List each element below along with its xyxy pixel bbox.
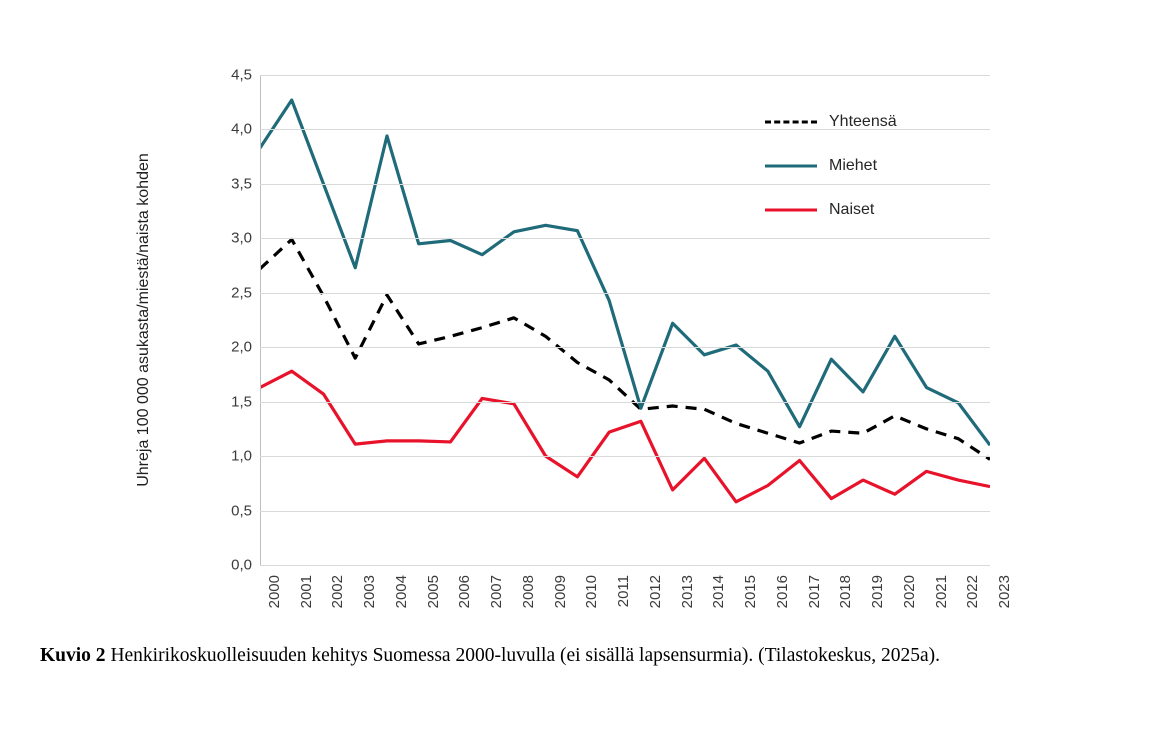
x-axis-tick-label: 2013: [678, 575, 696, 609]
legend-item-naiset: [765, 188, 980, 232]
gridline: [260, 293, 990, 294]
y-axis-tick-label: 2,5: [231, 284, 252, 302]
x-axis-tick-label: 2022: [964, 575, 982, 609]
y-axis-tick-label: 1,5: [231, 393, 252, 411]
legend-swatch-yhteensa: [765, 115, 817, 129]
y-axis-tick-label: 4,0: [231, 120, 252, 138]
figure-caption: [40, 640, 1135, 672]
x-axis-tick-label: 2000: [266, 575, 283, 609]
x-axis-tick-label: 2019: [869, 575, 887, 609]
y-axis-tick-label: 0,0: [231, 556, 252, 574]
y-axis-title: [132, 75, 156, 565]
x-axis-tick-label: 2002: [329, 575, 347, 609]
legend-swatch-miehet: [765, 159, 817, 173]
x-axis-tick-label: 2009: [551, 575, 569, 609]
gridline: [260, 456, 990, 457]
gridline: [260, 511, 990, 512]
x-axis-tick-label: 2005: [424, 575, 442, 609]
x-axis-tick-label: 2021: [932, 575, 950, 609]
gridline: [260, 75, 990, 76]
gridline: [260, 238, 990, 239]
x-axis-tick-label: 2003: [361, 575, 379, 609]
y-axis-tick-label: 1,0: [231, 447, 252, 465]
x-axis-tick-label: 2015: [742, 575, 760, 609]
gridline: [260, 402, 990, 403]
figure-caption-text: Henkirikoskuolleisuuden kehitys Suomessa 2000-luvulla (ei sisällä lapsensurmia). (Tilastokeskus, 2025a).: [105, 645, 940, 666]
y-axis-title-text: Uhreja 100 000 asukasta/miestä/naista kohden: [135, 153, 153, 487]
gridline: [260, 565, 990, 566]
y-axis-tick-label: 2,0: [231, 338, 252, 356]
x-axis-tick-label: 2020: [900, 575, 918, 609]
x-axis-tick-label: 2007: [488, 575, 506, 609]
x-axis-tick-label: 2011: [615, 575, 633, 608]
legend-item-yhteensa: [765, 100, 980, 144]
x-axis-tick-label: 2001: [297, 575, 315, 609]
y-axis-line: [260, 75, 261, 565]
chart: [120, 30, 1040, 610]
legend-swatch-naiset: [765, 203, 817, 217]
legend-label-naiset: Naiset: [829, 201, 875, 218]
x-axis-tick-label: 2014: [710, 575, 728, 609]
x-axis-tick-label: 2018: [837, 575, 855, 609]
x-axis-tick-label: 2010: [583, 575, 601, 609]
y-axis-tick-label: 3,5: [231, 175, 252, 193]
x-axis-tick-label: 2012: [646, 575, 664, 609]
y-axis-tick-label: 0,5: [231, 502, 252, 520]
legend-label-miehet: Miehet: [829, 157, 878, 174]
x-axis-tick-label: 2006: [456, 575, 474, 609]
y-axis-tick-label: 4,5: [231, 66, 252, 84]
legend-item-miehet: [765, 144, 980, 188]
x-axis-tick-label: 2023: [996, 575, 1013, 609]
y-axis-tick-label: 3,0: [231, 229, 252, 247]
legend-label-yhteensa: Yhteensä: [829, 113, 897, 130]
gridline: [260, 347, 990, 348]
legend: [765, 100, 980, 232]
x-axis-tick-label: 2004: [392, 575, 410, 609]
figure-caption-label: Kuvio 2: [40, 645, 106, 666]
x-axis-tick-label: 2008: [519, 575, 537, 609]
x-axis-tick-label: 2017: [805, 575, 823, 609]
series-line-naiset: [260, 371, 990, 502]
x-axis-tick-label: 2016: [773, 575, 791, 609]
